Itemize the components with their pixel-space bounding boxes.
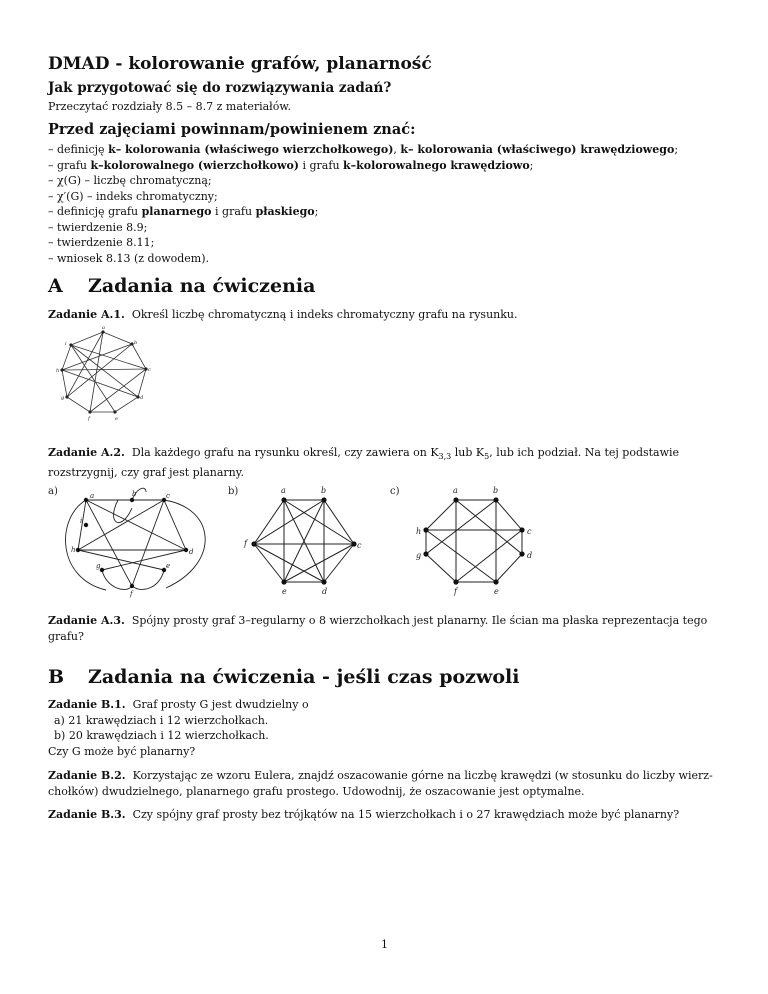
list-item: – definicję k– kolorowania (właściwego wierzchołkowego), k– kolorowania (właściwego) krawędziowego; (48, 143, 679, 156)
task-b2: Zadanie B.2. Korzystając ze wzoru Eulera, znajdź oszacowanie górne na liczbę krawędzi (w stosunku do liczby wierz- chołków) dwudzielnego, planarnego grafu prostego. Udowodnij, że oszacowanie jest optymalne. (48, 769, 713, 798)
figure-a1-graph (50, 324, 160, 424)
task-a1: Zadanie A.1. Określ liczbę chromatyczną i indeks chromatyczny grafu na rysunku. (48, 308, 518, 321)
svg-text:e: e (494, 587, 499, 596)
svg-text:g: g (96, 562, 101, 570)
svg-text:b: b (493, 486, 499, 495)
svg-text:i: i (65, 341, 67, 347)
section-b-heading: B Zadania na ćwiczenia - jeśli czas pozwoli (48, 666, 520, 688)
page-title: DMAD - kolorowanie grafów, planarność (48, 54, 432, 74)
svg-text:a: a (281, 486, 286, 495)
svg-text:b: b (132, 490, 137, 498)
task-b3: Zadanie B.3. Czy spójny graf prosty bez trójkątów na 15 wierzchołkach i o 27 krawędziach może być planarny? (48, 808, 680, 821)
know-heading: Przed zajęciami powinnam/powinienem znać: (48, 121, 416, 138)
svg-text:d: d (140, 395, 144, 401)
figure-a2-graph-c (388, 478, 548, 600)
svg-text:d: d (322, 587, 328, 596)
svg-text:d: d (189, 548, 194, 556)
svg-text:f: f (454, 587, 457, 596)
list-item: – χ(G) – liczbę chromatyczną; (48, 174, 212, 187)
svg-text:e: e (282, 587, 287, 596)
svg-text:h: h (416, 527, 422, 536)
task-a2: Zadanie A.2. Dla każdego grafu na rysunku określ, czy zawiera on $K_{3,3}$ lub $K_5$, lub ich podział. Na tej podstawie rozstrzygnij, czy graf jest planarny. (48, 446, 680, 479)
list-item: – definicję grafu planarnego i grafu płaskiego; (48, 205, 319, 218)
svg-text:a: a (453, 486, 458, 495)
task-b1: Zadanie B.1. Graf prosty G jest dwudzielny o a) 21 krawędziach i 12 wierzchołkach. b) 20 krawędziach i 12 wierzchołkach. Czy G może być planarny? (48, 698, 309, 758)
task-a3: Zadanie A.3. Spójny prosty graf 3–regularny o 8 wierzchołkach jest planarny. Ile ścian ma płaska reprezentacja tego grafu? (48, 614, 708, 643)
svg-text:b: b (134, 340, 138, 346)
svg-text:b): b) (228, 486, 239, 497)
svg-text:f: f (244, 539, 247, 548)
svg-text:g: g (416, 551, 422, 560)
svg-text:g: g (61, 395, 65, 401)
svg-text:e: e (166, 562, 171, 570)
figure-a2-graph-a (46, 478, 224, 598)
page-number: 1 (381, 938, 388, 951)
svg-text:c: c (148, 367, 151, 373)
list-item: – twierdzenie 8.9; (48, 220, 148, 234)
list-item: – twierdzenie 8.11; (48, 236, 155, 249)
svg-text:f: f (130, 590, 133, 598)
svg-text:a: a (90, 492, 95, 500)
svg-text:c: c (357, 541, 362, 550)
know-list (48, 142, 678, 266)
svg-text:e: e (115, 416, 118, 422)
svg-text:c): c) (390, 486, 400, 497)
svg-text:a: a (102, 325, 105, 331)
list-item: – wniosek 8.13 (z dowodem). (48, 251, 209, 265)
list-item: – χ′(G) – indeks chromatyczny; (48, 189, 218, 203)
svg-text:b: b (321, 486, 327, 495)
svg-text:a): a) (48, 486, 58, 497)
svg-text:h: h (56, 368, 60, 374)
svg-text:h: h (71, 546, 76, 554)
prep-heading: Jak przygotować się do rozwiązywania zadań? (48, 80, 392, 96)
svg-text:i: i (80, 517, 83, 525)
svg-text:f: f (88, 416, 90, 422)
list-item: – grafu k–kolorowalnego (wierzchołkowo) i grafu k–kolorowalnego krawędziowo; (48, 158, 534, 172)
svg-text:c: c (527, 527, 532, 536)
prep-text: Przeczytać rozdziały 8.5 – 8.7 z materiałów. (48, 100, 291, 113)
section-a-heading: A Zadania na ćwiczenia (48, 275, 316, 297)
svg-text:c: c (166, 492, 170, 500)
svg-text:d: d (527, 551, 533, 560)
figure-a2-graph-b (226, 478, 386, 600)
